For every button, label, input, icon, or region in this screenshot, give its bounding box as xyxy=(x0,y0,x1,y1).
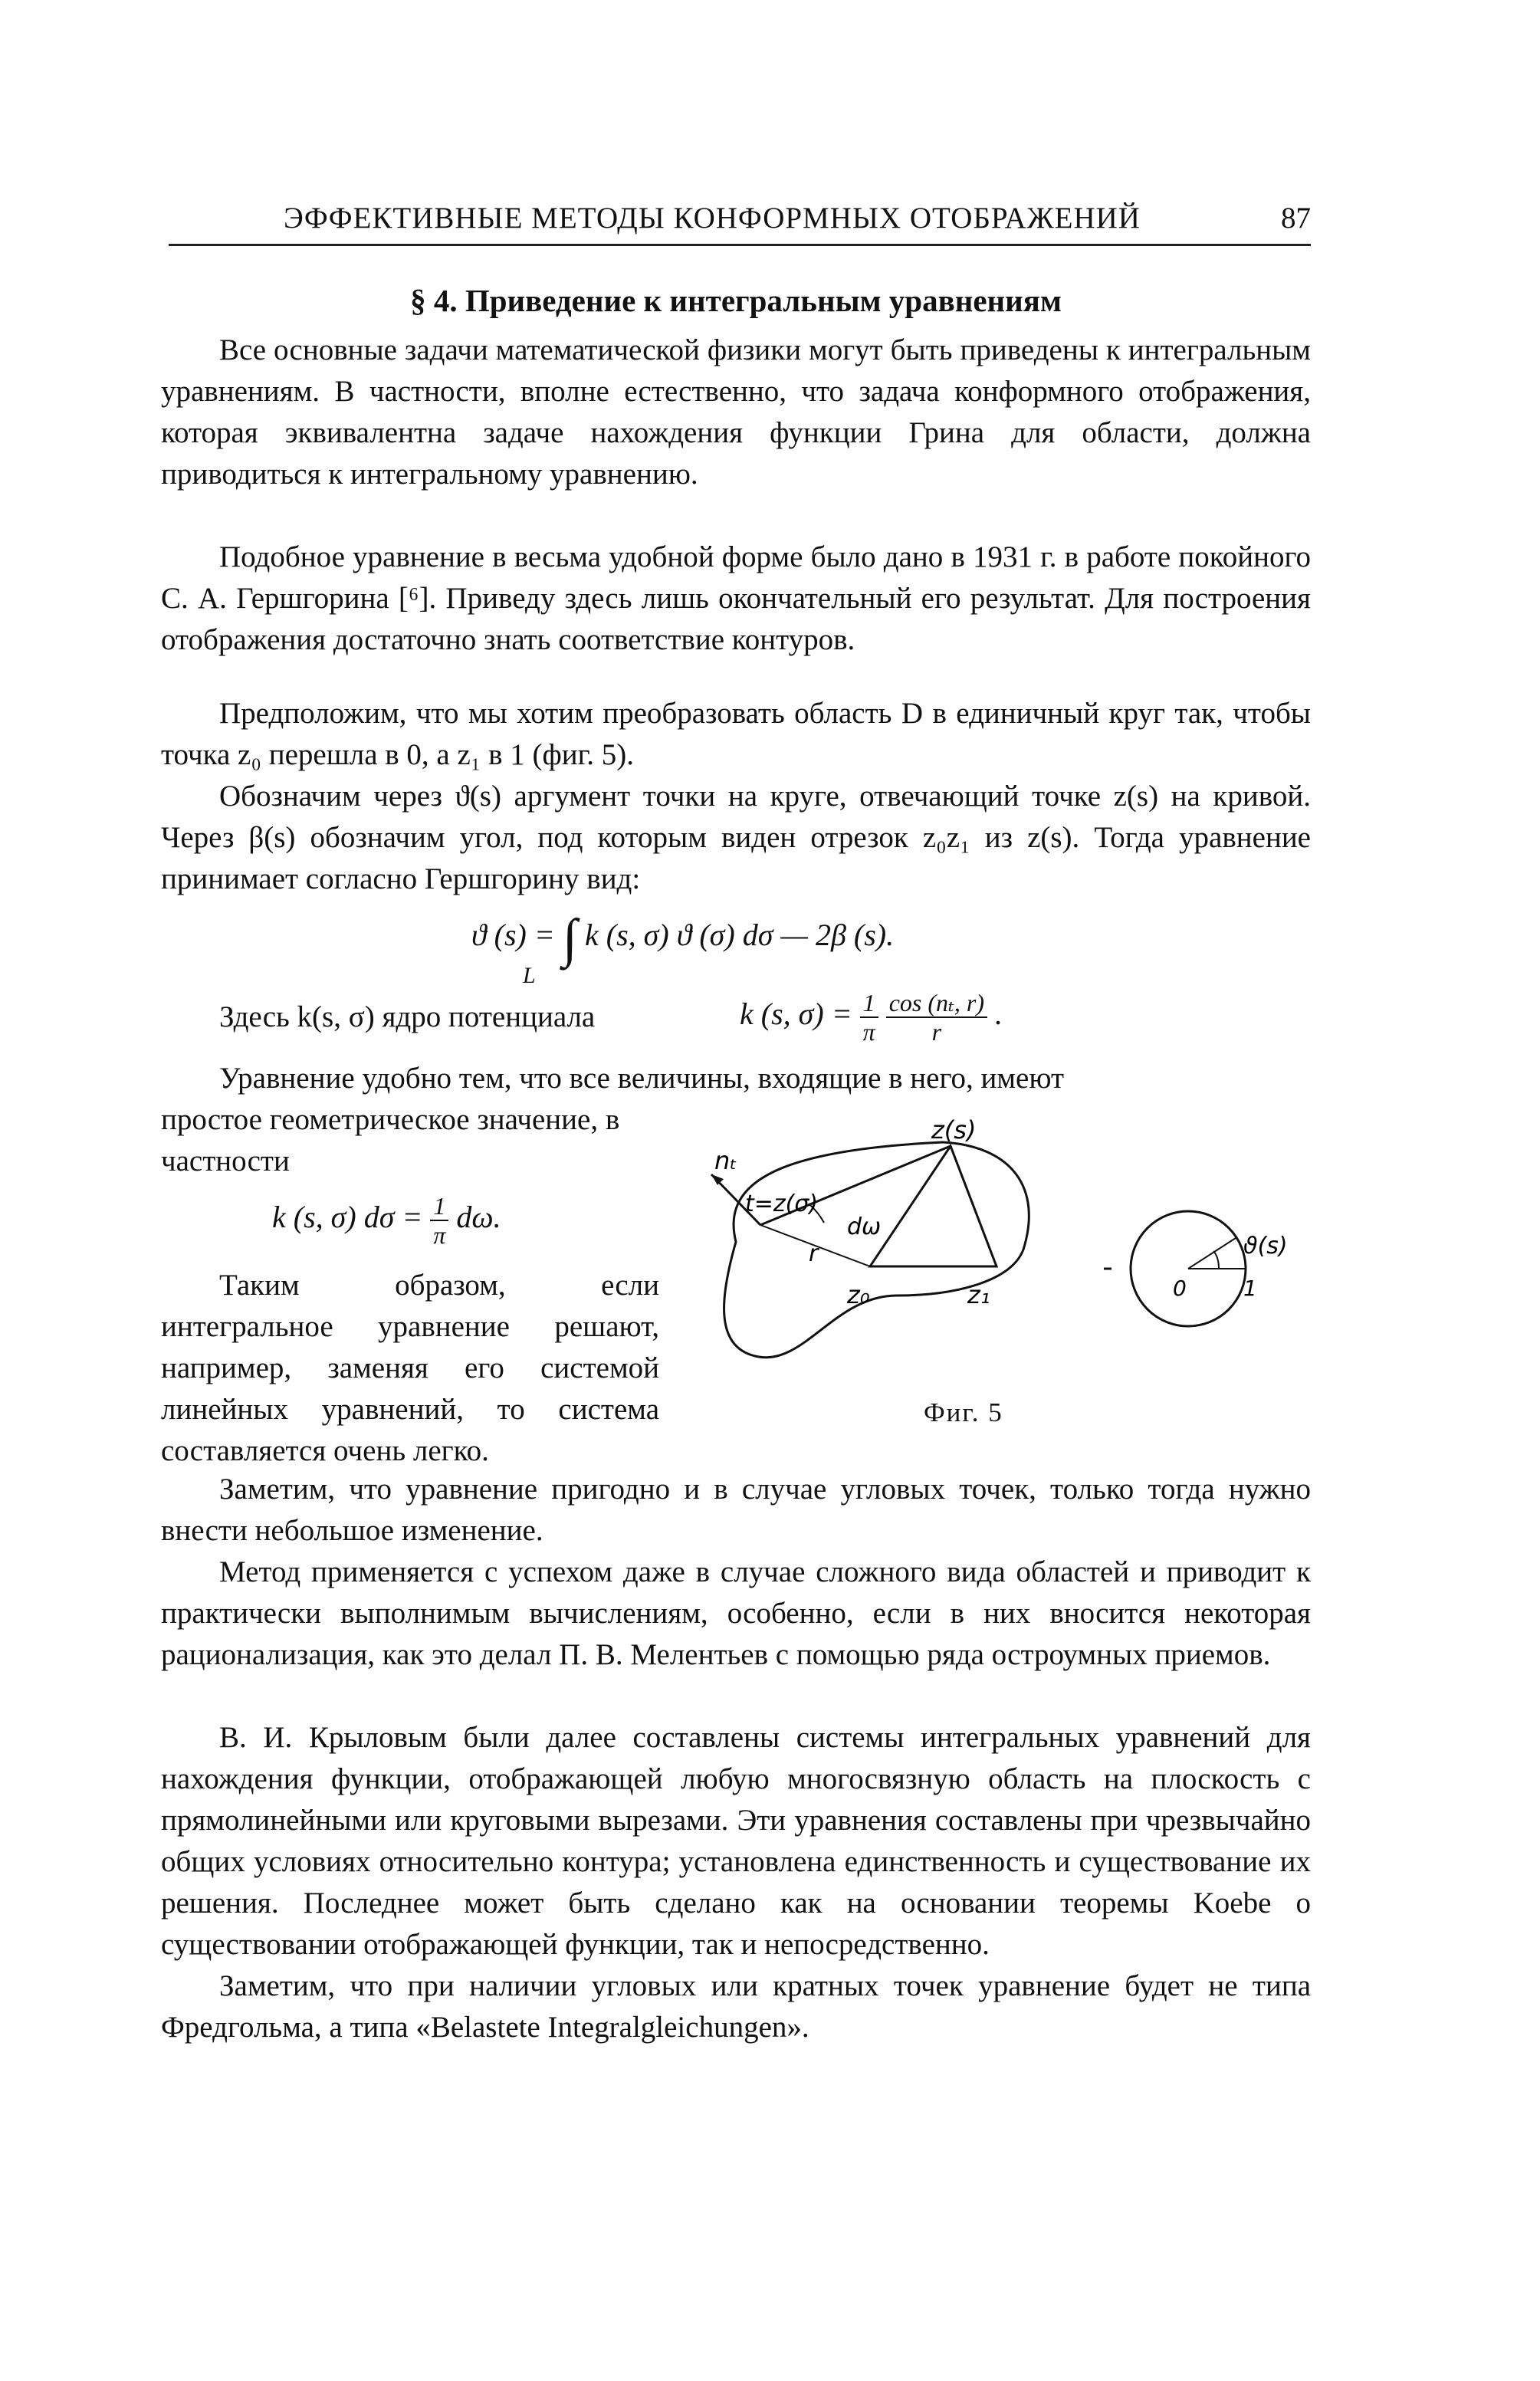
angle-theta-arc xyxy=(1213,1251,1219,1269)
section-title: § 4. Приведение к интегральным уравнениям xyxy=(410,283,1062,318)
figure-caption: Фиг. 5 xyxy=(924,1397,1003,1427)
paragraph-6a: Уравнение удобно тем, что все величины, входящие в него, имеют xyxy=(219,1062,1065,1095)
label-0: 0 xyxy=(1173,1276,1187,1301)
paragraph-6b: простое геометрическое значение, в частности xyxy=(161,1103,620,1177)
paragraph-1: Все основные задачи математической физики могут быть приведены к интегральным уравнениям. В частности, вполне естественно, что задача конформного отображения, которая эквивалентна задаче нахождения функции Грина для области, должна приводиться к интегральному уравнению. xyxy=(161,333,1311,491)
integral-limit: L xyxy=(523,963,536,988)
label-dw: dω xyxy=(847,1213,882,1240)
kernel-end: . xyxy=(995,997,1003,1032)
dw-fraction xyxy=(430,1192,448,1249)
label-t: t=z(σ) xyxy=(745,1190,819,1217)
kernel-formula xyxy=(740,989,1003,1046)
paragraph-10: В. И. Крыловым были далее составлены системы интегральных уравнений для нахождения функции, отображающей любую многосвязную область на плоскость с прямолинейными или круговыми вырезами. Эти уравнения составлены при чрезвычайно общих условиях относительно контура; установлена единственность и существование их решения. Последнее может быть сделано как на основании теоремы Koebe о существовании отображающей функции, так и непосредственно. xyxy=(161,1721,1311,1961)
paragraph-7: Таким образом, если интегральное уравнение решают, например, заменяя его системой линейных уравнений, то система составляется очень легко. xyxy=(161,1269,659,1467)
kernel-numerator: cos (nₜ, r) xyxy=(886,989,987,1018)
region-contour xyxy=(724,1142,1029,1358)
kernel-denominator: r xyxy=(931,1018,942,1046)
kernel-fraction xyxy=(886,989,987,1046)
dw-lhs: k (s, σ) dσ = xyxy=(272,1200,423,1235)
label-1: 1 xyxy=(1243,1276,1257,1301)
paragraph-9: Метод применяется с успехом даже в случае сложного вида областей и приводит к практически выполнимым вычислениям, особенно, если в них вносится некоторая рационализация, как это делал П. В. Мелентьев с помощью ряда остроумных приемов. xyxy=(161,1555,1311,1671)
paragraph-11: Заметим, что при наличии угловых или кратных точек уравнение будет не типа Фредгольма, а типа «Belastete Integralgleichungen». xyxy=(161,1969,1311,2044)
paragraph-5-lead: Здесь k(s, σ) ядро потенциала xyxy=(219,1000,596,1033)
radius-theta xyxy=(1188,1238,1236,1269)
figure-5 xyxy=(690,1089,1318,1395)
label-zs: z(s) xyxy=(931,1115,977,1145)
label-r: r xyxy=(809,1240,819,1267)
kernel-constant-numerator: 1 xyxy=(860,989,878,1018)
triangle-z0-z1-zs xyxy=(870,1146,997,1266)
running-title: ЭФФЕКТИВНЫЕ МЕТОДЫ КОНФОРМНЫХ ОТОБРАЖЕНИЙ xyxy=(284,202,1141,235)
equation-rhs: k (s, σ) ϑ (σ) dσ — 2β (s). xyxy=(585,918,895,952)
dw-numerator: 1 xyxy=(430,1192,448,1221)
running-header xyxy=(169,201,1311,246)
dw-rhs: dω. xyxy=(456,1200,501,1235)
paragraph-2: Подобное уравнение в весьма удобной форме было дано в 1931 г. в работе покойного С. А. Гершгорина [⁶]. Приведу здесь лишь окончательный его результат. Для построения отображения достаточно знать соответствие контуров. xyxy=(161,540,1311,656)
paragraph-4: Обозначим через ϑ(s) аргумент точки на круге, отвечающий точке z(s) на кривой. Через β(s) обозначим угол, под которым виден отрезок z₀z₁ из z(s). Тогда уравнение принимает согласно Гершгорину вид: xyxy=(161,780,1311,895)
page-number: 87 xyxy=(1281,202,1311,235)
label-nt: nₜ xyxy=(714,1146,737,1175)
label-theta: ϑ(s) xyxy=(1243,1233,1288,1259)
kernel-constant-fraction xyxy=(860,989,878,1046)
dw-denominator: π xyxy=(433,1221,446,1249)
equation-lhs: ϑ (s) = xyxy=(471,918,555,952)
label-z0: z₀ xyxy=(847,1280,870,1309)
integral-sign: ∫ xyxy=(562,909,578,968)
dw-formula xyxy=(272,1192,501,1249)
kernel-lhs: k (s, σ) = xyxy=(740,997,852,1032)
label-z1: z₁ xyxy=(967,1280,990,1309)
main-equation xyxy=(471,908,894,970)
paragraph-3: Предположим, что мы хотим преобразовать область D в единичный круг так, чтобы точка z₀ перешла в 0, а z₁ в 1 (фиг. 5). xyxy=(161,697,1311,771)
kernel-constant-denominator: π xyxy=(862,1018,875,1046)
paragraph-8: Заметим, что уравнение пригодно и в случае угловых точек, только тогда нужно внести небольшое изменение. xyxy=(161,1473,1311,1547)
